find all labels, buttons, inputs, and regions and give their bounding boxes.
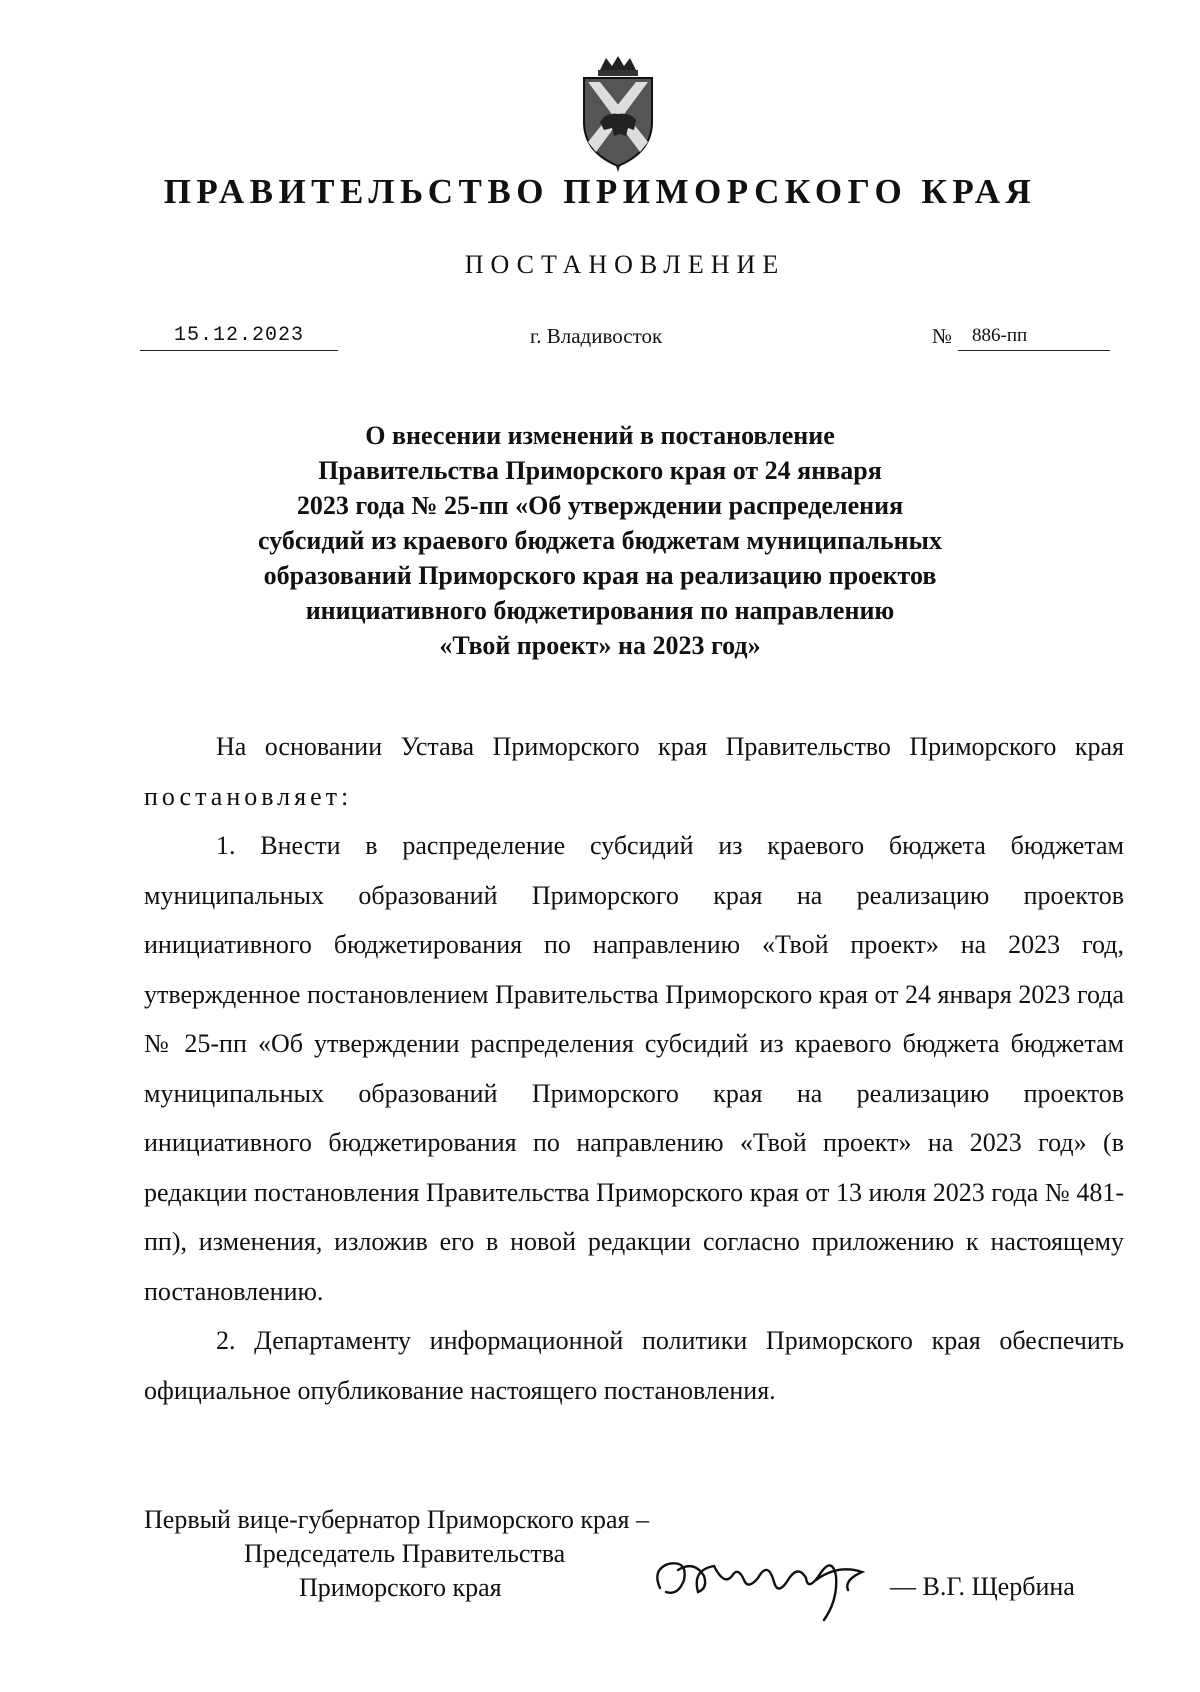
subject-line: Правительства Приморского края от 24 января [318, 456, 882, 485]
document-subject [200, 418, 1000, 663]
number-sign: № [932, 324, 953, 348]
position-line: Приморского края [299, 1573, 502, 1602]
signer-name: — В.Г. Щербина [890, 1572, 1075, 1601]
document-type: ПОСТАНОВЛЕНИЕ [464, 250, 786, 279]
preamble-text: На основании Устава Приморского края Правительство Приморского края [216, 732, 1124, 761]
position-line: Первый вице-губернатор Приморского края – [144, 1505, 649, 1534]
organization-title: ПРАВИТЕЛЬСТВО ПРИМОРСКОГО КРАЯ [163, 172, 1037, 211]
subject-line: О внесении изменений в постановление [365, 421, 835, 450]
meta-row [0, 322, 1200, 362]
item-2-paragraph: 2. Департаменту информационной политики Приморского края обеспечить официальное опубликование настоящего постановления. [144, 1326, 1124, 1405]
subject-line: образований Приморского края на реализацию проектов [263, 561, 937, 590]
subject-line: субсидий из краевого бюджета бюджетам муниципальных [258, 526, 942, 555]
subject-line: 2023 года № 25-пп «Об утверждении распределения [296, 491, 904, 520]
document-body [144, 722, 1124, 1415]
document-city: г. Владивосток [530, 324, 663, 348]
document-date: 15.12.2023 [140, 322, 338, 351]
preamble-action: постановляет: [144, 781, 353, 811]
position-line: Председатель Правительства [244, 1539, 566, 1568]
handwritten-signature-icon [648, 1530, 918, 1630]
coat-of-arms-icon [570, 56, 666, 172]
document-number: 886-пп [958, 322, 1110, 351]
subject-line: «Твой проект» на 2023 год» [439, 631, 761, 660]
item-1-paragraph: 1. Внести в распределение субсидий из краевого бюджета бюджетам муниципальных образований Приморского края на реализацию проектов инициативного бюджетирования по направлению «Твой проект» на 2023 год, утвержденное постановлением Правительства Приморского края от 24 января 2023 года № 25-пп «Об утверждении распределения субсидий из краевого бюджета бюджетам муниципальных образований Приморского края на реализацию проектов инициативного бюджетирования по направлению «Твой проект» на 2023 год» (в редакции постановления Правительства Приморского края от 13 июля 2023 года № 481-пп), изменения, изложив его в новой редакции согласно приложению к настоящему постановлению. [144, 831, 1124, 1306]
subject-line: инициативного бюджетирования по направлению [305, 596, 895, 625]
preamble-paragraph [144, 722, 1124, 821]
